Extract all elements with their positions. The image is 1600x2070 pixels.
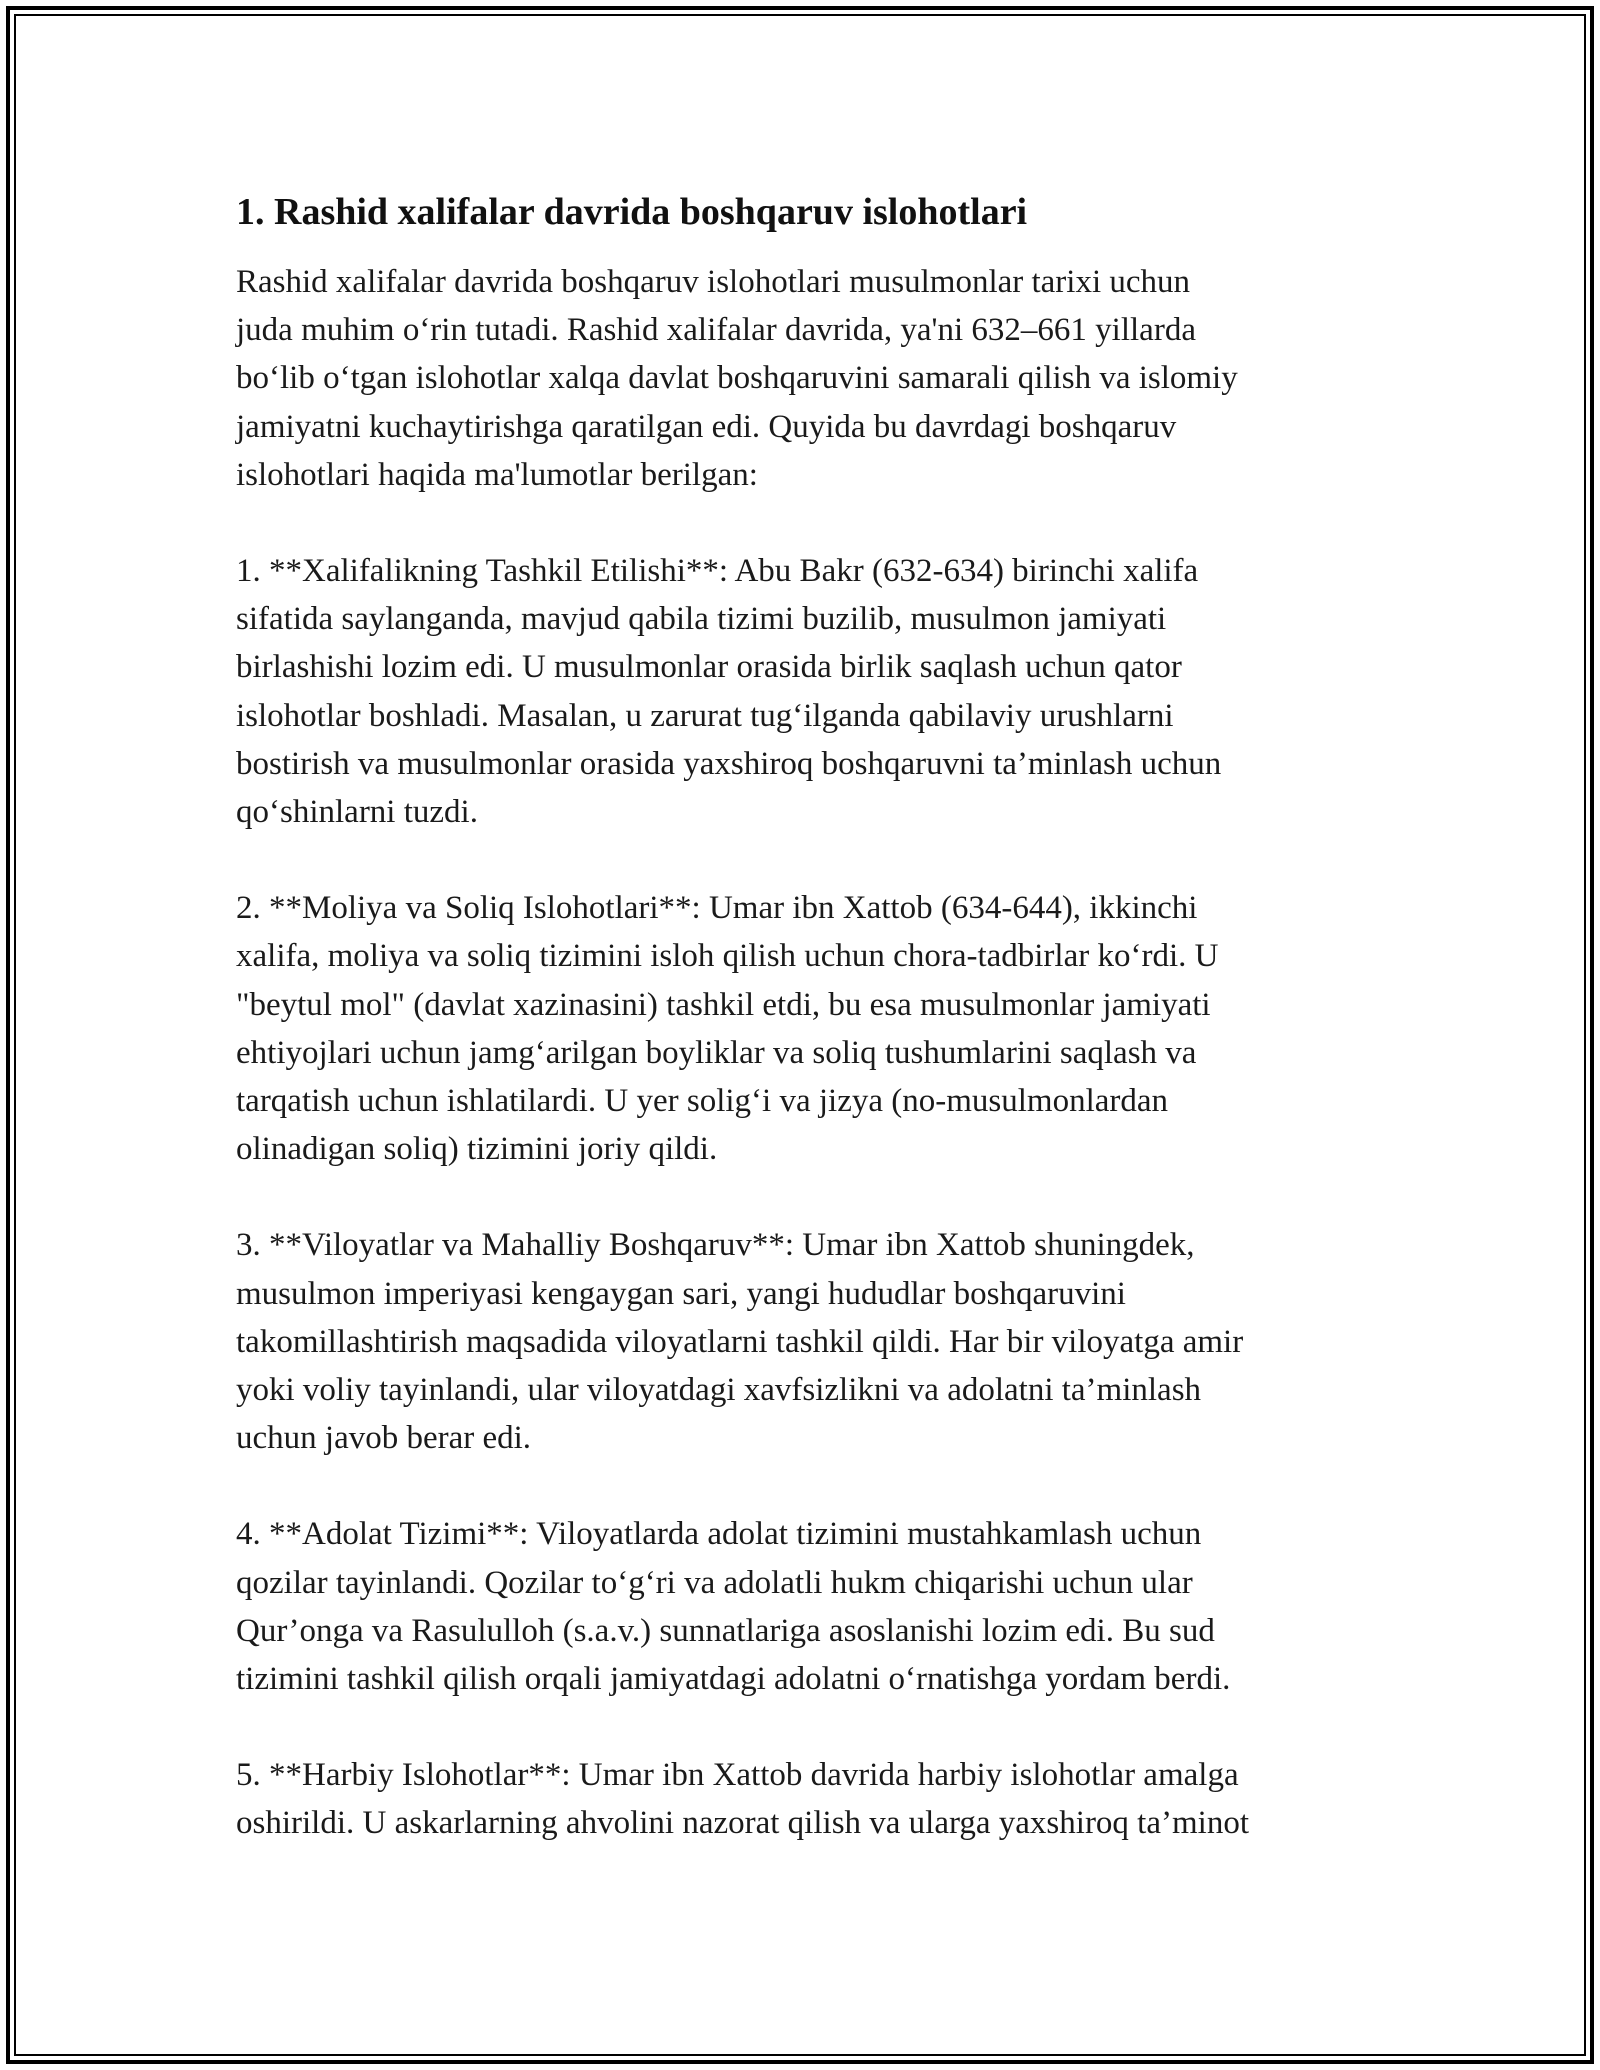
text-line: islohotlar boshladi. Masalan, u zarurat tug‘ilganda qabilaviy urushlarni	[236, 697, 1174, 734]
text-line: 1. **Xalifalikning Tashkil Etilishi**: Abu Bakr (632-634) birinchi xalifa	[236, 553, 1199, 590]
text-line: "beytul mol" (davlat xazinasini) tashkil etdi, bu esa musulmonlar jamiyati	[236, 986, 1211, 1023]
text-line: uchun javob berar edi.	[236, 1420, 532, 1457]
text-line: takomillashtirish maqsadida viloyatlarni tashkil qildi. Har bir viloyatga amir	[236, 1323, 1244, 1360]
list-item-paragraph-3	[236, 1221, 1384, 1462]
text-line: ehtiyojlari uchun jamg‘arilgan boyliklar va soliq tushumlarini saqlash va	[236, 1034, 1197, 1071]
text-line: islohotlari haqida ma'lumotlar berilgan:	[236, 456, 758, 493]
text-line: 4. **Adolat Tizimi**: Viloyatlarda adolat tizimini mustahkamlash uchun	[236, 1516, 1202, 1553]
list-item-paragraph-5	[236, 1751, 1384, 1847]
list-item-paragraph-4	[236, 1510, 1384, 1703]
text-line: oshirildi. U askarlarning ahvolini nazorat qilish va ularga yaxshiroq ta’minot	[236, 1805, 1249, 1842]
text-line: tizimini tashkil qilish orqali jamiyatdagi adolatni o‘rnatishga yordam berdi.	[236, 1661, 1231, 1698]
text-line: bostirish va musulmonlar orasida yaxshiroq boshqaruvni ta’minlash uchun	[236, 745, 1222, 782]
text-line: Qur’onga va Rasululloh (s.a.v.) sunnatlariga asoslanishi lozim edi. Bu sud	[236, 1612, 1215, 1649]
text-line: 3. **Viloyatlar va Mahalliy Boshqaruv**: Umar ibn Xattob shuningdek,	[236, 1227, 1195, 1264]
text-line: juda muhim o‘rin tutadi. Rashid xalifalar davrida, ya'ni 632–661 yillarda	[236, 312, 1196, 349]
list-item-paragraph-1	[236, 547, 1384, 836]
text-line: yoki voliy tayinlandi, ular viloyatdagi xavfsizlikni va adolatni ta’minlash	[236, 1372, 1202, 1409]
text-line: 5. **Harbiy Islohotlar**: Umar ibn Xattob davrida harbiy islohotlar amalga	[236, 1757, 1239, 1794]
document-body	[236, 186, 1384, 1896]
text-line: olinadigan soliq) tizimini joriy qildi.	[236, 1131, 718, 1168]
text-line: Rashid xalifalar davrida boshqaruv islohotlari musulmonlar tarixi uchun	[236, 264, 1191, 300]
text-line: xalifa, moliya va soliq tizimini isloh qilish uchun chora-tadbirlar ko‘rdi. U	[236, 938, 1219, 975]
section-heading: 1. Rashid xalifalar davrida boshqaruv islohotlari	[236, 191, 1028, 233]
text-line: 2. **Moliya va Soliq Islohotlari**: Umar ibn Xattob (634-644), ikkinchi	[236, 890, 1198, 927]
text-line: bo‘lib o‘tgan islohotlar xalqa davlat boshqaruvini samarali qilish va islomiy	[236, 360, 1238, 397]
list-item-paragraph-2	[236, 884, 1384, 1173]
text-line: jamiyatni kuchaytirishga qaratilgan edi. Quyida bu davrdagi boshqaruv	[236, 408, 1177, 445]
text-line: sifatida saylanganda, mavjud qabila tizimi buzilib, musulmon jamiyati	[236, 601, 1167, 638]
intro-paragraph	[236, 258, 1384, 499]
text-line: musulmon imperiyasi kengaygan sari, yangi hududlar boshqaruvini	[236, 1275, 1126, 1312]
text-line: qozilar tayinlandi. Qozilar to‘g‘ri va adolatli hukm chiqarishi uchun ular	[236, 1564, 1193, 1601]
text-line: birlashishi lozim edi. U musulmonlar orasida birlik saqlash uchun qator	[236, 649, 1182, 686]
text-line: tarqatish uchun ishlatilardi. U yer solig‘i va jizya (no-musulmonlardan	[236, 1083, 1169, 1120]
text-line: qo‘shinlarni tuzdi.	[236, 794, 478, 831]
